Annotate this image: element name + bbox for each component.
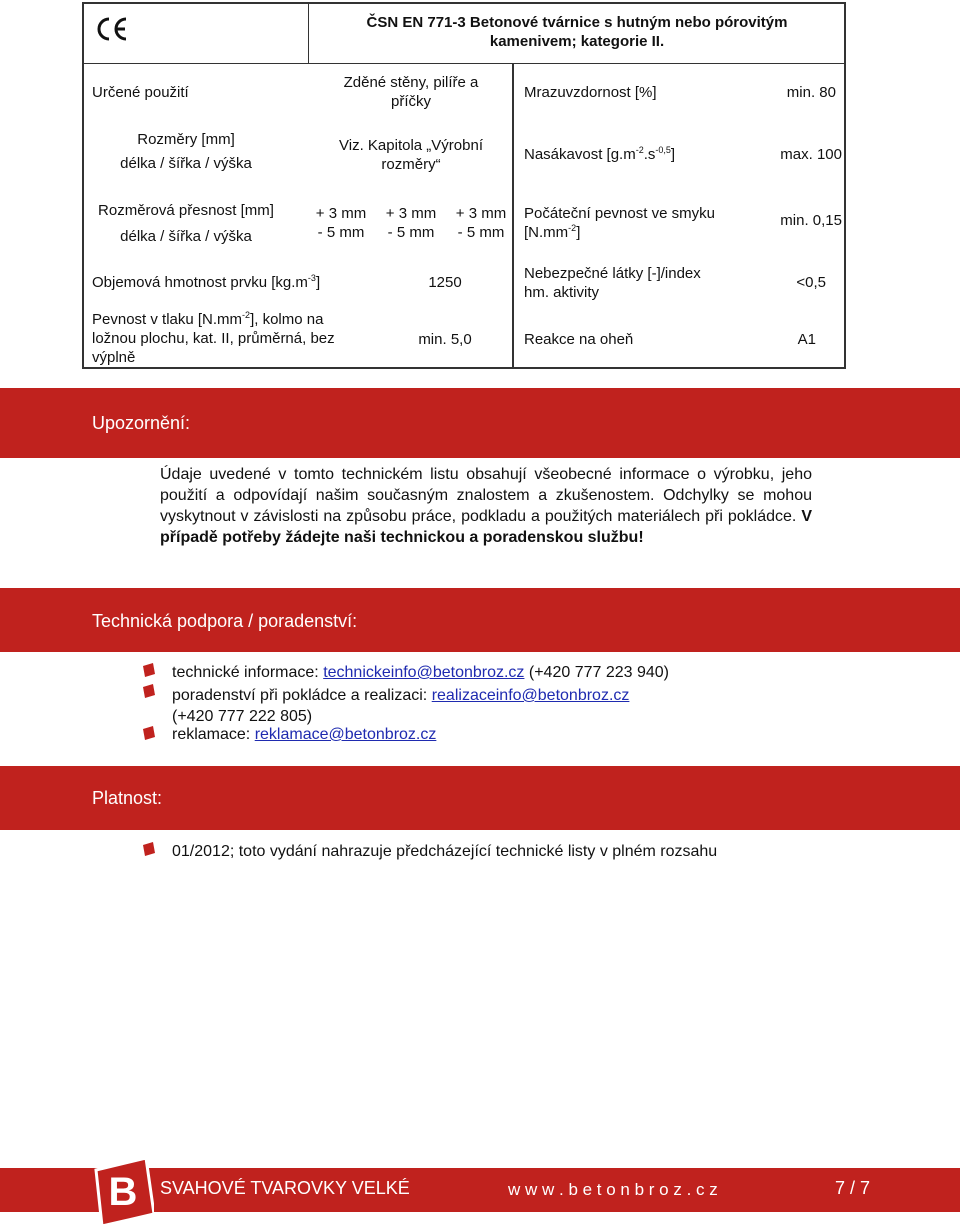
footer-website[interactable]: w w w . b e t o n b r o z . c z [508,1180,718,1199]
hazardous-substances-label: Nebezpečné látky [-]/index hm. aktivity [524,265,701,301]
complaints-email-link[interactable]: reklamace@betonbroz.cz [254,726,437,743]
validity-band [0,766,960,830]
shear-strength-value: min. 0,15 [780,212,842,229]
technical-email-link[interactable]: technickeinfo@betonbroz.cz [323,664,525,681]
compressive-strength-value: min. 5,0 [418,331,472,348]
support-heading: Technická podpora / poradenství: [92,611,358,631]
water-absorption-label: Nasákavost $[g.m^{-2}.s^{-0,5}]$ [524,145,676,163]
support-item-complaints: reklamace: reklamace@betonbroz.cz [172,726,437,743]
installation-email-link[interactable]: realizaceinfo@betonbroz.cz [431,687,630,704]
logo-letter: B [108,1170,138,1214]
support-item-installation: poradenství při pokládce a realizaci: realizaceinfo@betonbroz.cz (+420 777 222 805) [172,687,630,725]
warning-text: Údaje uvedené v tomto technickém listu obsahují všeobecné informace o výrobku, jeho použití a odpovídají našim současným znalostem a zkušenostem. Odchylky se mohou vyskytnout v závislosti na způsobu práce, podkladu a použitých materiálech při pokládce. V případě potřeby žádejte naši technickou a poradenskou službu! [160,466,813,546]
intended-use-value: Zděné stěny, pilíře a příčky [343,74,479,110]
frost-resistance-value: min. 80 [786,84,836,101]
bullet-icon [142,842,156,856]
dimensions-label: Rozměry [mm] délka / šířka / výška [120,131,252,172]
standard-title: ČSN EN 771-3 Betonové tvárnice s hutným nebo pórovitým kamenivem; kategorie II. [366,14,788,50]
bullet-icon [142,684,156,698]
validity-text: 01/2012; toto vydání nahrazuje předcházející technické listy v plném rozsahu [172,843,718,860]
ce-mark [94,16,134,44]
fire-reaction-label: Reakce na oheň [524,331,634,348]
compressive-strength-label: Pevnost v tlaku $[N.mm^{-2}]$, kolmo na ložnou plochu, kat. II, průměrná, bez výplně [92,310,335,366]
dimensions-value: Viz. Kapitola „Výrobní rozměry“ [339,137,483,173]
warning-emphasis: V případě potřeby žádejte naši technickou a poradenskou službu! [160,508,813,546]
bulk-density-label: Objemová hmotnost prvku $[kg.m^{-3}]$ [92,273,321,291]
bulk-density-value: 1250 [428,274,462,291]
warning-heading: Upozornění: [92,413,191,433]
intended-use-label: Určené použití [92,84,189,101]
tolerance-height: + 3 mm - 5 mm [455,205,507,241]
shear-strength-label: Počáteční pevnost ve smyku $[N.mm^{-2}]$ [524,205,715,241]
support-band [0,588,960,652]
hazardous-substances-value: <0,5 [796,274,826,291]
warning-band [0,388,960,458]
betonbroz-logo [90,1158,154,1226]
bullet-icon [142,726,156,740]
support-item-technical: technické informace: technickeinfo@betonbroz.cz (+420 777 223 940) [172,664,669,681]
bullet-icon [142,663,156,677]
validity-heading: Platnost: [92,788,163,808]
footer-doc-name: SVAHOVÉ TVAROVKY VELKÉ [160,1178,410,1198]
dimensional-tolerance-label: Rozměrová přesnost [mm] délka / šířka / výška [98,202,274,245]
frost-resistance-label: Mrazuvzdornost [%] [524,84,657,101]
water-absorption-value: max. 100 [780,146,842,163]
tolerance-width: + 3 mm - 5 mm [385,205,437,241]
tolerance-length: + 3 mm - 5 mm [315,205,367,241]
footer-page-number: 7 / 7 [834,1178,870,1198]
fire-reaction-value: A1 [797,331,816,348]
